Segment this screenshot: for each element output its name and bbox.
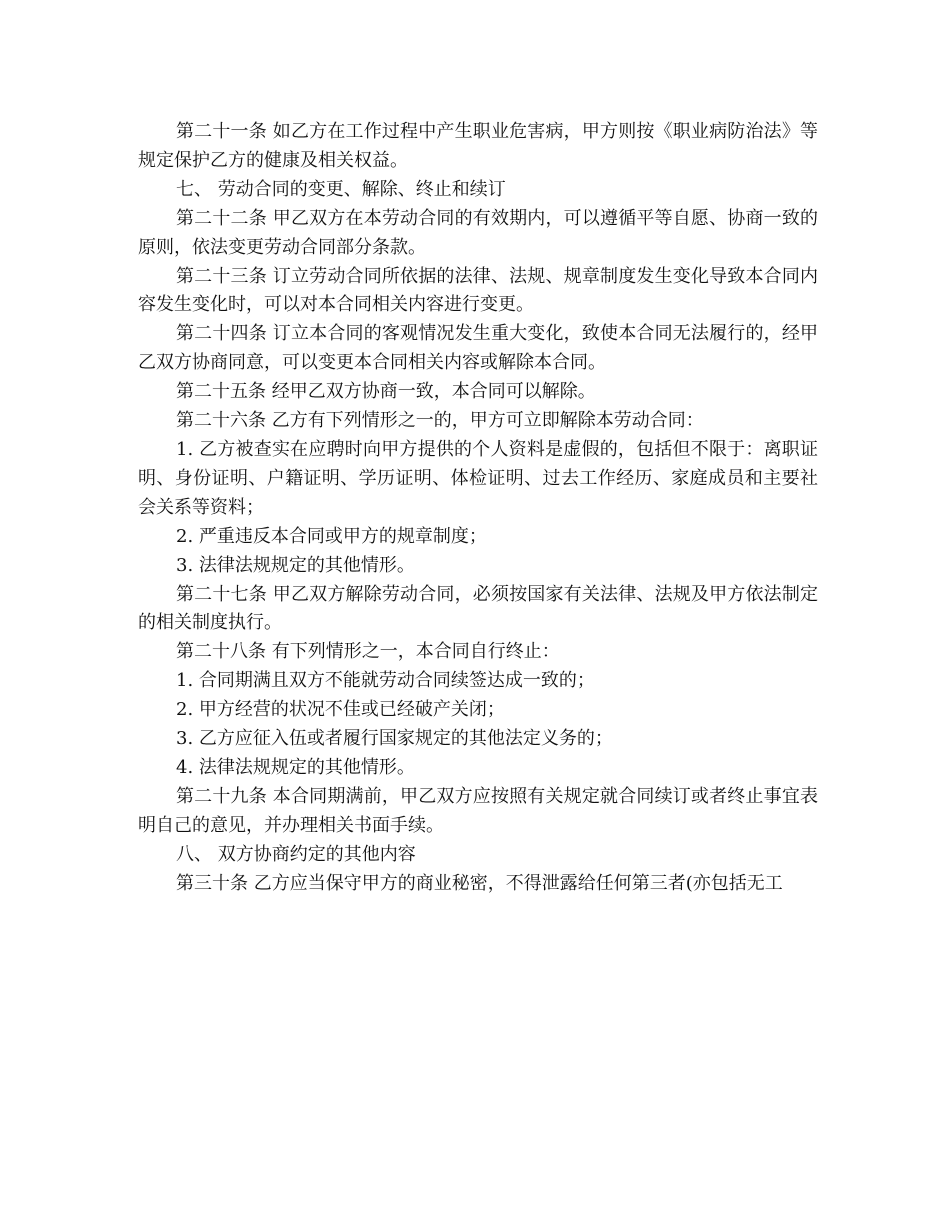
section-8-heading: 八、 双方协商约定的其他内容 [176,843,416,865]
article-26-item-2: 2. 严重违反本合同或甲方的规章制度； [176,525,487,547]
article-23-paragraph: 第二十三条 订立劳动合同所依据的法律、法规、规章制度发生变化导致本合同内容发生变化时，可以对本合同相关内容进行变更。 [138,265,818,316]
article-22-paragraph: 第二十二条 甲乙双方在本劳动合同的有效期内，可以遵循平等自愿、协商一致的原则，依法变更劳动合同部分条款。 [138,207,818,258]
document-body [138,118,818,898]
article-21-paragraph: 第二十一条 如乙方在工作过程中产生职业危害病，甲方则按《职业病防治法》等规定保护乙方的健康及相关权益。 [138,121,818,171]
article-28-item-4: 4. 法律法规规定的其他情形。 [176,756,415,778]
article-26-paragraph: 第二十六条 乙方有下列情形之一的，甲方可立即解除本劳动合同： [176,410,704,432]
article-25-paragraph: 第二十五条 经甲乙双方协商一致，本合同可以解除。 [176,381,596,403]
article-26-item-1: 1. 乙方被查实在应聘时向甲方提供的个人资料是虚假的，包括但不限于：离职证明、身份证明、户籍证明、学历证明、体检证明、过去工作经历、家庭成员和主要社会关系等资料； [138,438,818,518]
article-29-paragraph: 第二十九条 本合同期满前，甲乙双方应按照有关规定就合同续订或者终止事宜表明自己的意见，并办理相关书面手续。 [138,785,818,836]
article-28-item-2: 2. 甲方经营的状况不佳或已经破产关闭； [176,699,505,721]
article-28-paragraph: 第二十八条 有下列情形之一，本合同自行终止： [176,641,560,663]
section-7-heading: 七、 劳动合同的变更、解除、终止和续订 [176,178,506,200]
article-24-paragraph: 第二十四条 订立本合同的客观情况发生重大变化，致使本合同无法履行的，经甲乙双方协商同意，可以变更本合同相关内容或解除本合同。 [138,323,818,374]
article-26-item-3: 3. 法律法规规定的其他情形。 [176,554,415,576]
article-27-paragraph: 第二十七条 甲乙双方解除劳动合同，必须按国家有关法律、法规及甲方依法制定的相关制度执行。 [138,583,818,634]
article-28-item-3: 3. 乙方应征入伍或者履行国家规定的其他法定义务的； [176,728,613,750]
article-28-item-1: 1. 合同期满且双方不能就劳动合同续签达成一致的； [176,670,595,692]
article-30-paragraph: 第三十条 乙方应当保守甲方的商业秘密，不得泄露给任何第三者(亦包括无工 [176,872,783,894]
